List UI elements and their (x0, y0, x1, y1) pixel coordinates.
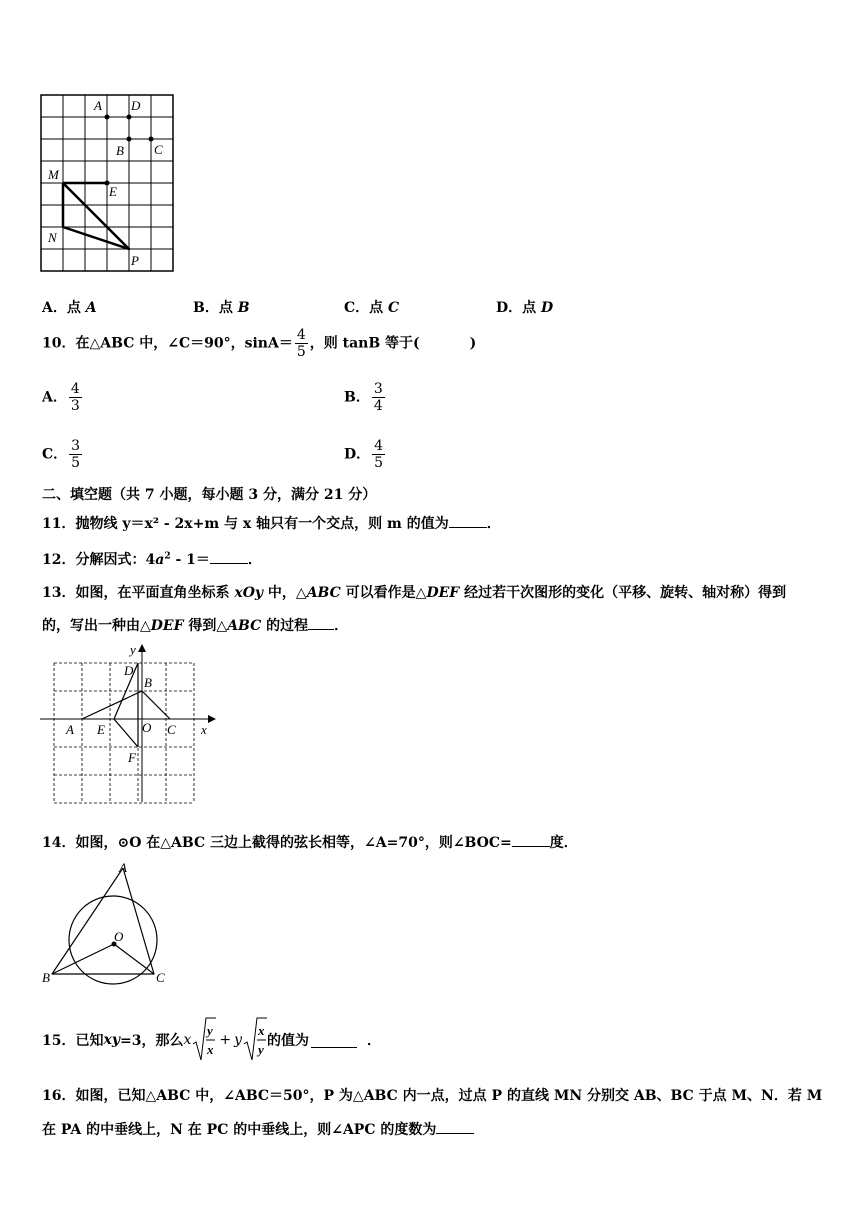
label-c: C (167, 722, 176, 737)
label-d: D (124, 663, 134, 678)
point-a (105, 115, 110, 120)
svg-text:x: x (258, 1023, 265, 1038)
q14-stem: 14．如图，⊙O 在△ABC 三边上截得的弦长相等，∠A=70°，则∠BOC= 度． (42, 832, 578, 852)
q12-stem: 12．分解因式：$4a^2 - 1=$ ． (42, 549, 262, 569)
label-f: F (128, 750, 136, 765)
point-c (149, 137, 154, 142)
q14-answer-blank[interactable] (512, 832, 550, 847)
label-e: E (97, 722, 105, 737)
label-d: D (131, 98, 141, 113)
label-a: A (94, 98, 102, 113)
label-y: y (130, 642, 136, 657)
q13-answer-blank[interactable] (308, 615, 334, 630)
q9-option-a[interactable]: A．点 A (42, 300, 97, 316)
label-m: M (48, 167, 59, 182)
q9-option-c[interactable]: C．点 C (344, 300, 400, 316)
q12-answer-blank[interactable] (210, 549, 248, 564)
q11-answer-blank[interactable] (449, 513, 487, 528)
label-b: B (144, 675, 152, 690)
svg-text:y: y (258, 1042, 264, 1057)
q10-option-d[interactable]: D． $\frac{4}{5}$ (344, 438, 384, 471)
point-d (127, 115, 132, 120)
label-b: B (116, 143, 124, 158)
sqrt-x-over-y (243, 1016, 267, 1064)
q10-option-c[interactable]: C． $\frac{3}{5}$ (42, 438, 81, 471)
triangle-mnp (63, 183, 129, 249)
q15-answer-blank[interactable] (311, 1033, 357, 1048)
label-b: B (42, 970, 50, 985)
q14-circle-figure (38, 858, 174, 988)
label-c: C (156, 970, 165, 985)
q9-grid-figure (38, 92, 178, 274)
section-heading: 二、填空题（共 7 小题，每小题 3 分，满分 21 分） (42, 487, 377, 503)
label-o: O (142, 720, 152, 735)
triangle-abc (52, 868, 154, 974)
q9-option-d[interactable]: D．点 D (496, 300, 554, 316)
q10-option-b[interactable]: B． $\frac{3}{4}$ (344, 381, 383, 414)
label-e: E (109, 184, 117, 199)
label-n: N (48, 230, 57, 245)
sqrt-y-over-x (192, 1016, 216, 1064)
label-c: C (154, 142, 163, 157)
q10-option-a[interactable]: A． $\frac{4}{3}$ (42, 381, 80, 414)
q16-answer-blank[interactable] (436, 1119, 474, 1134)
q16-stem-line1: 16．如图，已知△ABC 中，∠ABC＝50°，P 为△ABC 内一点，过点 P 的直线 MN 分别交 AB、BC 于点 M、N．若 M (42, 1088, 823, 1104)
q13-coordinate-figure (38, 642, 218, 806)
label-p: P (131, 253, 139, 268)
svg-text:y: y (207, 1023, 214, 1038)
label-x: x (201, 722, 207, 737)
q10-stem: 10．在△ABC 中，∠C＝90°，sinA＝ $\frac{4}{5}$ ，则 tanB 等于( ) (42, 327, 477, 360)
q13-stem-line1: 13．如图，在平面直角坐标系 xOy 中，△ABC 可以看作是△DEF 经过若干次图形的变化（平移、旋转、轴对称）得到 (42, 585, 787, 601)
label-a: A (119, 860, 127, 875)
q9-option-b[interactable]: B．点 B (193, 300, 250, 316)
point-b (127, 137, 132, 142)
q11-stem: 11．抛物线 y＝x² - 2x+m 与 x 轴只有一个交点，则 m 的值为 ． (42, 513, 501, 533)
q13-stem-line2: 的，写出一种由△DEF 得到△ABC 的过程 ． (42, 615, 348, 635)
label-a: A (66, 722, 74, 737)
label-o: O (114, 929, 124, 944)
q15-stem: 15．已知 xy =3，那么 x y x + y x y 的值为 ． (42, 1016, 381, 1064)
q16-stem-line2: 在 PA 的中垂线上，N 在 PC 的中垂线上，则∠APC 的度数为 (42, 1119, 474, 1139)
svg-text:x: x (207, 1042, 214, 1057)
